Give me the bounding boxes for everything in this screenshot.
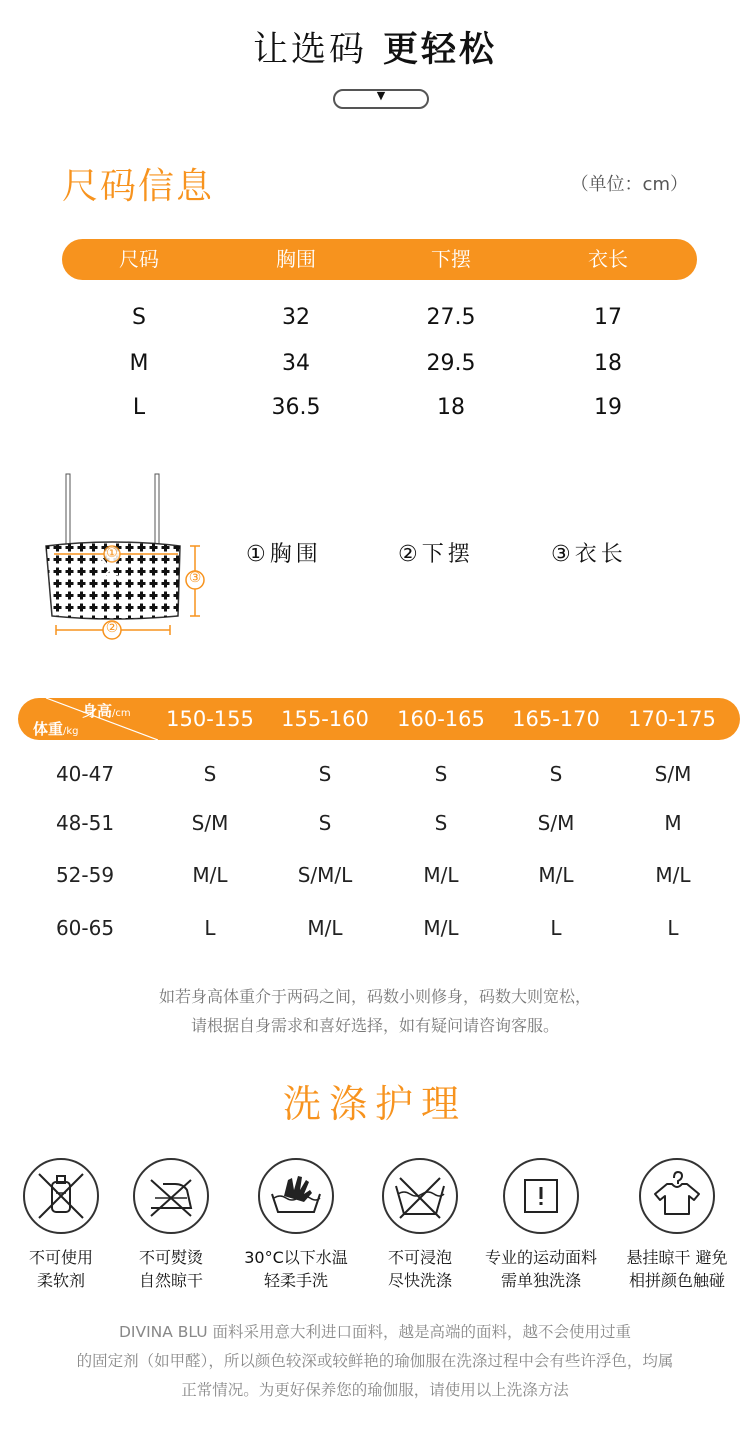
measure-label-hem: ②下摆	[398, 542, 474, 567]
table-cell: 34	[282, 351, 310, 376]
care-label: 不可使用 柔软剂	[28, 1248, 93, 1290]
table-cell: M	[129, 351, 149, 376]
care-item-no-iron	[106, 1158, 236, 1292]
care-label: 悬挂晾干 避免 相拼颜色触碰	[626, 1248, 728, 1290]
table-cell: 18	[437, 395, 465, 420]
height-range-5: 170-175	[628, 707, 716, 731]
garment-diagram-svg	[40, 470, 220, 645]
table-cell: M/L	[423, 863, 459, 887]
weight-cell: 40-47	[55, 762, 115, 786]
corner-height-label: 身高/cm	[82, 702, 131, 720]
wash-separately-icon	[503, 1158, 579, 1234]
header-hem: 下摆	[431, 247, 471, 271]
footer-line-2: 的固定剂（如甲醛），所以颜色较深或较鲜艳的瑜伽服在洗涤过程中会有些许浮色，均属	[76, 1352, 674, 1370]
diagram-mark-1: ①	[106, 546, 118, 561]
care-item-wash-separately	[476, 1158, 606, 1292]
header-bust: 胸围	[276, 247, 316, 271]
table-cell: S	[318, 762, 332, 786]
care-item-hang-dry	[612, 1158, 742, 1292]
measure-label-bust: ①胸围	[246, 542, 322, 567]
footer-note	[0, 1318, 750, 1405]
table-cell: S/M	[191, 811, 229, 835]
hero-title-bold: 更轻松	[383, 30, 498, 70]
table-cell: 17	[594, 305, 622, 330]
table-cell: M/L	[655, 863, 691, 887]
table-cell: S	[203, 762, 217, 786]
table-row	[62, 395, 697, 423]
table-cell: S	[434, 762, 448, 786]
header-length: 衣长	[588, 247, 628, 271]
height-range-1: 150-155	[166, 707, 254, 731]
table-cell: M/L	[423, 916, 459, 940]
no-soak-icon	[382, 1158, 458, 1234]
table-cell: L	[204, 916, 216, 940]
table-cell: S	[318, 811, 332, 835]
weight-cell: 48-51	[55, 811, 115, 835]
care-label: 专业的运动面料 需单独洗涤	[484, 1248, 597, 1290]
size-table-header	[62, 239, 697, 280]
table-cell: L	[550, 916, 562, 940]
table-cell: L	[667, 916, 679, 940]
footer-line-1: DIVINA BLU 面料采用意大利进口面料，越是高端的面料，越不会使用过重	[118, 1323, 632, 1341]
table-cell: M/L	[192, 863, 228, 887]
table-row	[0, 762, 750, 788]
measure-label-length: ③衣长	[551, 542, 627, 567]
hang-dry-icon	[639, 1158, 715, 1234]
table-row	[0, 811, 750, 837]
hand-wash-icon	[258, 1158, 334, 1234]
table-cell: M	[664, 811, 682, 835]
table-row	[0, 916, 750, 942]
care-title: 洗涤护理	[282, 1082, 467, 1126]
height-range-2: 155-160	[281, 707, 369, 731]
table-cell: M/L	[307, 916, 343, 940]
no-iron-icon	[133, 1158, 209, 1234]
garment-diagram	[40, 470, 220, 645]
table-cell: 18	[594, 351, 622, 376]
table-cell: S	[132, 305, 146, 330]
table-cell: L	[132, 395, 146, 420]
table-row	[62, 351, 697, 379]
weight-cell: 52-59	[55, 863, 115, 887]
table-cell: 29.5	[426, 351, 476, 376]
scroll-down-pill	[333, 89, 429, 109]
unit-label: （单位：cm）	[570, 174, 688, 195]
table-cell: S/M/L	[297, 863, 353, 887]
arrow-down-icon: ▼	[376, 89, 386, 102]
height-range-3: 160-165	[397, 707, 485, 731]
care-label: 30°C以下水温 轻柔手洗	[244, 1248, 348, 1290]
hero-title-light: 让选码	[252, 30, 367, 70]
hero-title	[0, 22, 750, 72]
size-note	[0, 982, 750, 1040]
table-cell: S/M	[537, 811, 575, 835]
diagram-mark-3: ③	[188, 570, 202, 586]
table-cell: M/L	[538, 863, 574, 887]
table-cell: 32	[282, 305, 310, 330]
size-info-title: 尺码信息	[62, 166, 215, 207]
table-cell: S	[549, 762, 563, 786]
care-item-hand-wash	[231, 1158, 361, 1292]
corner-weight-label: 体重/kg	[33, 720, 79, 738]
care-label: 不可浸泡 尽快洗涤	[387, 1248, 452, 1290]
table-cell: 19	[594, 395, 622, 420]
care-item-no-soak	[355, 1158, 485, 1292]
no-softener-icon	[23, 1158, 99, 1234]
weight-cell: 60-65	[55, 916, 115, 940]
table-row	[0, 863, 750, 889]
size-note-line-2: 请根据自身需求和喜好选择，如有疑问请咨询客服。	[190, 1016, 559, 1035]
table-cell: 36.5	[271, 395, 321, 420]
table-cell: S	[434, 811, 448, 835]
footer-line-3: 正常情况。为更好保养您的瑜伽服，请使用以上洗涤方法	[181, 1381, 569, 1399]
height-range-4: 165-170	[512, 707, 600, 731]
body-table-header	[18, 698, 740, 740]
care-label: 不可熨烫 自然晾干	[138, 1248, 203, 1290]
header-size: 尺码	[119, 247, 159, 271]
table-row	[62, 305, 697, 333]
table-cell: 27.5	[426, 305, 476, 330]
size-note-line-1: 如若身高体重介于两码之间，码数小则修身，码数大则宽松，	[158, 987, 591, 1006]
diagram-mark-2: ②	[105, 620, 119, 636]
table-cell: S/M	[654, 762, 692, 786]
